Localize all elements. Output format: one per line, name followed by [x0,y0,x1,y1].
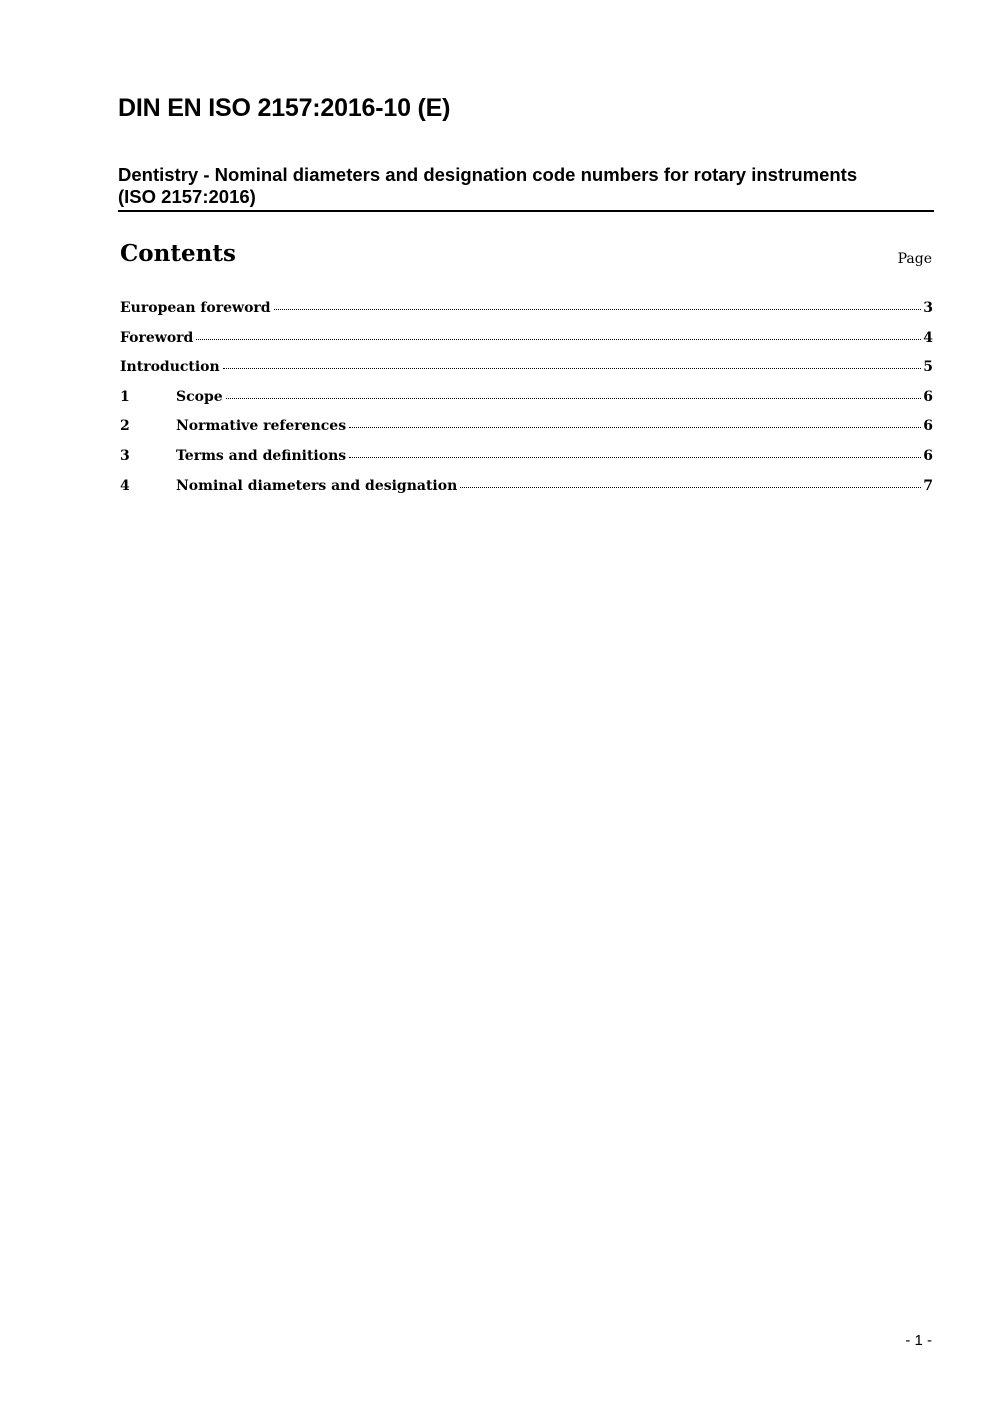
toc-leader-dots [349,457,921,458]
toc-entry-title: Introduction [120,359,220,376]
toc-entry-nominal-diameters[interactable] [120,476,933,506]
toc-leader-dots [196,339,921,340]
toc-entry-foreword[interactable] [120,328,933,358]
document-subtitle-line: Dentistry - Nominal diameters and designation code numbers for rotary instruments [118,164,858,185]
toc-entry-terms-and-definitions[interactable] [120,446,933,476]
toc-entry-number: 4 [120,477,130,494]
toc-entry-page: 6 [923,447,933,464]
toc-leader-dots [349,427,921,428]
toc-entry-title: Foreword [120,329,194,346]
toc-entry-title: Terms and definitions [176,447,347,464]
toc-entry-scope[interactable] [120,387,933,417]
toc-entry-page: 6 [923,418,933,435]
header-rule [118,210,934,212]
toc-leader-dots [226,398,922,399]
table-of-contents [120,298,933,505]
toc-entry-european-foreword[interactable] [120,298,933,328]
toc-leader-dots [460,487,921,488]
toc-entry-page: 5 [923,359,933,376]
document-subtitle [118,164,933,208]
toc-entry-title: Nominal diameters and designation [176,477,458,494]
toc-leader-dots [223,368,922,369]
toc-entry-page: 7 [923,477,933,494]
toc-entry-introduction[interactable] [120,357,933,387]
page-number: - 1 - [905,1332,932,1349]
toc-leader-dots [274,309,922,310]
contents-heading: Contents [120,240,236,267]
toc-entry-number: 3 [120,447,130,464]
page-column-label: Page [897,251,932,267]
toc-entry-title: European foreword [120,300,271,316]
toc-entry-normative-references[interactable] [120,416,933,446]
toc-entry-page: 3 [923,300,933,316]
toc-entry-title: Normative references [176,418,347,435]
document-subtitle-line: (ISO 2157:2016) [118,186,256,207]
toc-entry-page: 6 [923,388,933,405]
toc-entry-number: 2 [120,418,130,435]
toc-entry-page: 4 [923,329,933,346]
toc-entry-title: Scope [176,388,223,405]
document-title: DIN EN ISO 2157:2016-10 (E) [118,94,451,122]
toc-entry-number: 1 [120,388,130,405]
